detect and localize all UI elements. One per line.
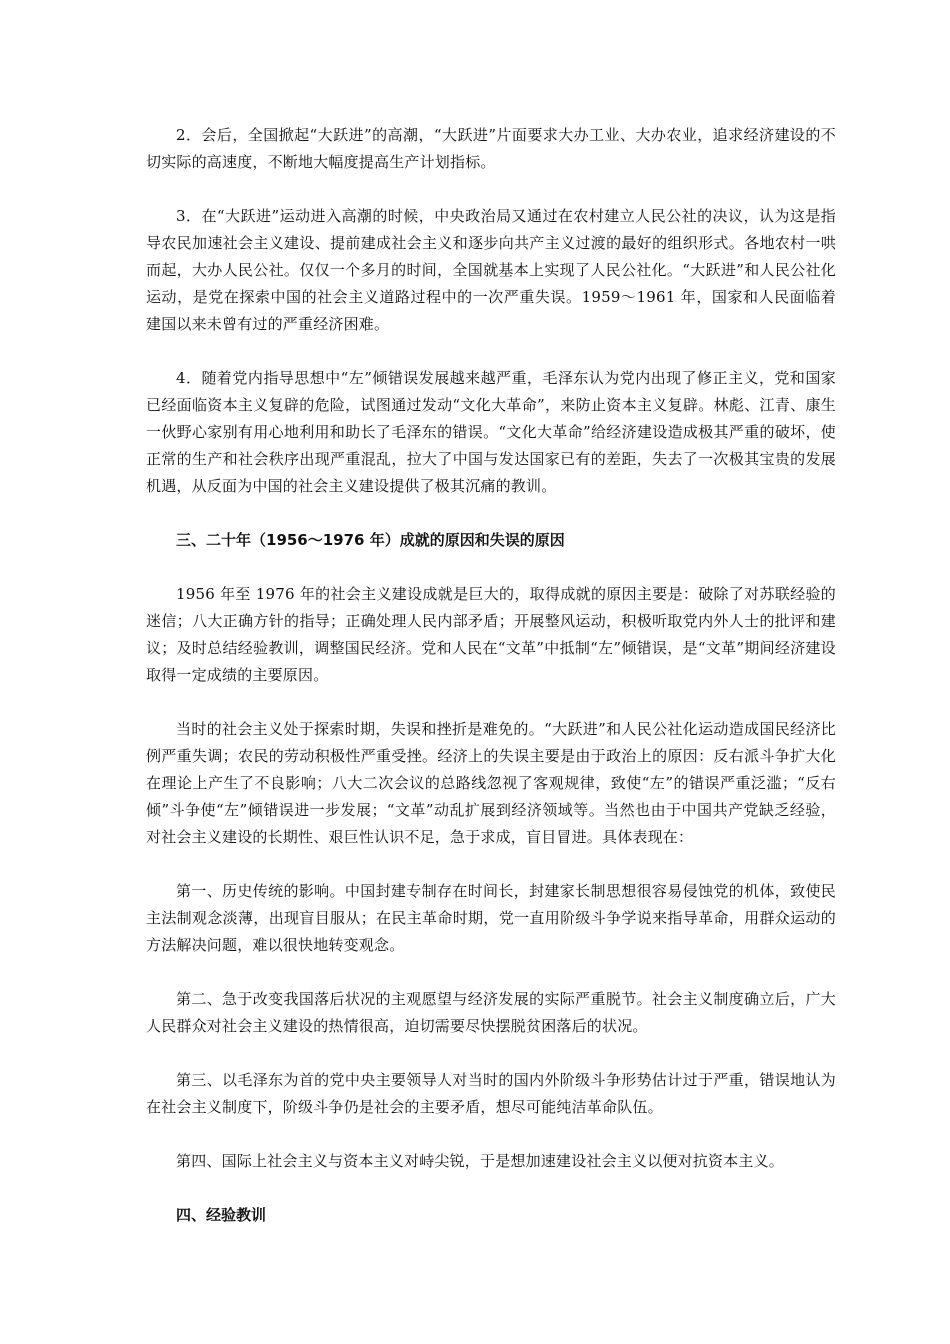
- paragraph-fourth-reason: 第四、国际上社会主义与资本主义对峙尖锐，于是想加速建设社会主义以便对抗资本主义。: [176, 1152, 785, 1170]
- paragraph-mistake-reasons: 当时的社会主义处于探索时期，失误和挫折是难免的。“大跃进”和人民公社化运动造成国民经济比例严重失调；农民的劳动积极性严重受挫。经济上的失误主要是由于政治上的原因：反右派斗争扩大化在理论上产生了不良影响；八大二次会议的总路线忽视了客观规律，致使“左”的错误严重泛滥；“反右倾”斗争使“左”倾错误进一步发展；“文革”动乱扩展到经济领域等。当然也由于中国共产党缺乏经验，对社会主义建设的长期性、艰巨性认识不足，急于求成，盲目冒进。具体表现在：: [146, 720, 836, 846]
- paragraph-third-reason: 第三、以毛泽东为首的党中央主要领导人对当时的国内外阶级斗争形势估计过于严重，错误地认为在社会主义制度下，阶级斗争仍是社会的主要矛盾，想尽可能纯洁革命队伍。: [146, 1071, 836, 1116]
- paragraph-first-reason: 第一、历史传统的影响。中国封建专制存在时间长，封建家长制思想很容易侵蚀党的机体，致使民主法制观念淡薄，出现盲目服从；在民主革命时期，党一直用阶级斗争学说来指导革命，用群众运动的方法解决问题，难以很快地转变观念。: [146, 882, 836, 954]
- paragraph-2: 2．会后，全国掀起“大跃进”的高潮，“大跃进”片面要求大办工业、大办农业，追求经济建设的不切实际的高速度，不断地大幅度提高生产计划指标。: [146, 126, 836, 171]
- paragraph-achievement-reasons: 1956 年至 1976 年的社会主义建设成就是巨大的，取得成就的原因主要是：破除了对苏联经验的迷信；八大正确方针的指导；正确处理人民内部矛盾；开展整风运动，积极听取党内外人士的批评和建议；及时总结经验教训，调整国民经济。党和人民在“文革”中抵制“左”倾错误，是“文革”期间经济建设取得一定成绩的主要原因。: [146, 585, 836, 684]
- section-heading-4: 四、经验教训: [176, 1206, 267, 1224]
- document-body: [146, 122, 836, 1256]
- paragraph-second-reason: 第二、急于改变我国落后状况的主观愿望与经济发展的实际严重脱节。社会主义制度确立后，广大人民群众对社会主义建设的热情很高，迫切需要尽快摆脱贫困落后的状况。: [146, 990, 836, 1035]
- paragraph-4: 4．随着党内指导思想中“左”倾错误发展越来越严重，毛泽东认为党内出现了修正主义，党和国家已经面临资本主义复辟的危险，试图通过发动“文化大革命”，来防止资本主义复辟。林彪、江青、康生一伙野心家别有用心地利用和助长了毛泽东的错误。“文化大革命”给经济建设造成极其严重的破坏，使正常的生产和社会秩序出现严重混乱，拉大了中国与发达国家已有的差距，失去了一次极其宝贵的发展机遇，从反面为中国的社会主义建设提供了极其沉痛的教训。: [146, 369, 836, 495]
- paragraph-3: 3．在“大跃进”运动进入高潮的时候，中央政治局又通过在农村建立人民公社的决议，认为这是指导农民加速社会主义建设、提前建成社会主义和逐步向共产主义过渡的最好的组织形式。各地农村一哄而起，大办人民公社。仅仅一个多月的时间，全国就基本上实现了人民公社化。“大跃进”和人民公社化运动，是党在探索中国的社会主义道路过程中的一次严重失误。1959～1961 年，国家和人民面临着建国以来未曾有过的严重经济困难。: [146, 207, 836, 333]
- section-heading-3: 三、二十年（1956～1976 年）成就的原因和失误的原因: [176, 531, 565, 549]
